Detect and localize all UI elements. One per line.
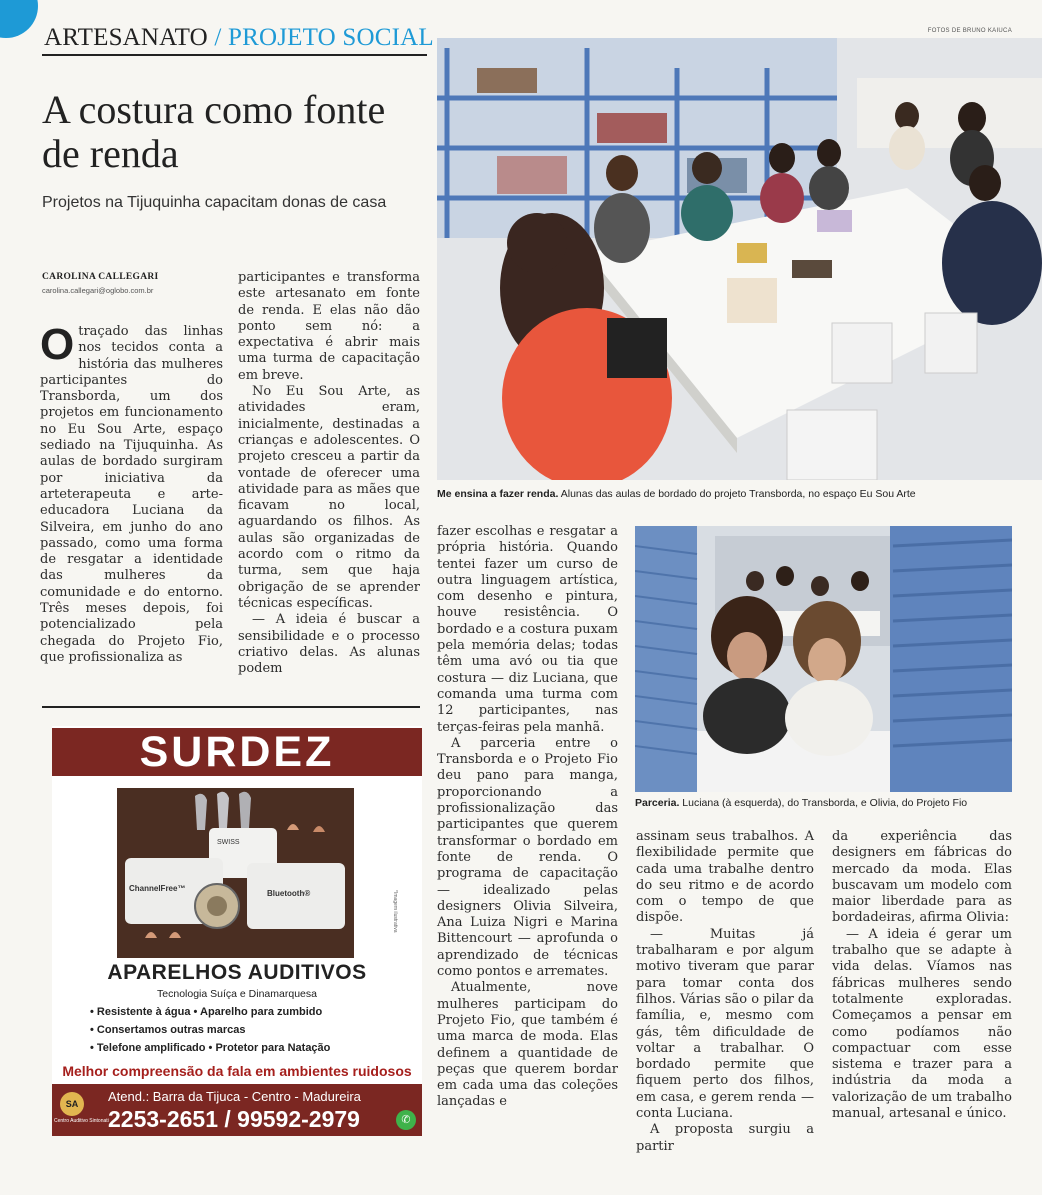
photo2-caption-text: Luciana (à esquerda), do Transborda, e Olivia, do Projeto Fio [679, 797, 968, 809]
paragraph: fazer escolhas e resgatar a própria história. Quando tentei fazer um curso de outra linguagem artística, com desenho e pintura, houve resistência. O bordado e a costura puxam pela memória delas; todas têm uma avó ou tia que costura — diz Luciana, que comanda uma turma com 12 participantes, nas terças-feiras pela manhã. [437, 524, 618, 735]
ad-bluetooth-label: Bluetooth® [267, 889, 311, 898]
partners-photo [635, 526, 1012, 792]
ad-locations: Atend.: Barra da Tijuca - Centro - Madureira [108, 1089, 361, 1104]
classroom-photo [437, 38, 1042, 480]
whatsapp-icon: ✆ [396, 1110, 416, 1130]
paragraph: No Eu Sou Arte, as atividades eram, inicialmente, destinadas a crianças e adolescentes. O projeto cresceu a partir da vontade de oferecer uma atividade para as mães que ficavam no local, aguardando os filhos. As aulas são organizadas de acordo com o ritmo da turma, sem que haja obrigação de se aprender técnicas específicas. [238, 384, 420, 611]
photo2-caption-bold: Parceria. [635, 797, 680, 809]
article-column-1 [40, 320, 223, 666]
hearing-aid-ad[interactable] [52, 726, 422, 1136]
byline-email: carolina.callegari@oglobo.com.br [42, 286, 154, 295]
ad-channel-label: ChannelFree™ [129, 884, 186, 893]
photo1-caption-bold: Me ensina a fazer renda. [437, 488, 559, 500]
photo1-caption-text: Alunas das aulas de bordado do projeto Transborda, no espaço Eu Sou Arte [558, 488, 916, 500]
ad-side-note: *Imagem ilustrativa [392, 890, 398, 933]
dropcap: O [40, 320, 75, 369]
paragraph: assinam seus trabalhos. A flexibilidade permite que cada uma trabalhe dentro do seu ritmo e de acordo com o tempo de que dispõe. [636, 829, 814, 926]
article-column-2 [238, 270, 420, 677]
paragraph: — Muitas já trabalharam e por algum motivo tiveram que parar para tomar conta dos filhos. Várias são o pilar da família, e, mesmo com gás, têm dificuldade de voltar a trabalhar. O bordado permite que fiquem perto dos filhos, em casa, e gerem renda — conta Luciana. [636, 926, 814, 1122]
ad-heading: APARELHOS AUDITIVOS [107, 961, 367, 984]
ad-title: SURDEZ [139, 728, 335, 776]
paragraph: Atualmente, nove mulheres participam do Projeto Fio, que também é uma marca de moda. Elas definem a quantidade de peças que querem bordar em cada uma das coleções lançadas e [437, 980, 618, 1110]
ad-title-bar [52, 728, 422, 776]
paragraph: participantes e transforma este artesanato em fonte de renda. E elas não dão ponto sem nó: a expectativa é abrir mais uma turma de capacitação em breve. [238, 270, 420, 383]
photo-credit: FOTOS DE BRUNO KAIUCA [927, 28, 1012, 34]
paragraph: — A ideia é gerar um trabalho que se adapte à vida delas. Víamos nas fábricas mulheres sendo totalmente exploradas. Começamos a pensar em como podíamos não compactuar com esse sistema e trazer para a indústria da moda a valorização de um trabalho manual, artesanal e único. [832, 926, 1012, 1122]
photo1-caption [437, 488, 916, 500]
section-separator: / [214, 24, 222, 51]
paragraph: — A ideia é buscar a sensibilidade e o processo criativo delas. As alunas podem [238, 612, 420, 677]
article-column-3 [437, 524, 618, 1111]
ad-slogan: Melhor compreensão da fala em ambientes ruidosos [62, 1063, 412, 1079]
ad-product-image [117, 788, 354, 958]
byline-name: CAROLINA CALLEGARI [42, 272, 159, 282]
section-main: ARTESANATO [44, 24, 208, 51]
photo2-caption [635, 797, 967, 809]
paragraph: traçado das linhas nos tecidos conta a história das mulheres participantes do Transborda, um dos projetos em funcionamento no Eu Sou Arte, espaço sediado na Tijuquinha. As aulas de bordado surgiram por iniciativa da arteterapeuta e arte-educadora Luciana da Silveira, em junho do ano passado, como uma forma de resgatar a identidade das mulheres da comunidade e do entorno. Três meses depois, foi potencializado pela chegada do Projeto Fio, que profissionaliza as [40, 324, 223, 665]
hearing-aid-products-illustration [117, 788, 354, 958]
ad-logo: SA [60, 1092, 84, 1116]
section-rule [42, 54, 427, 56]
ad-phones[interactable]: 2253-2651 / 99592-2979 [108, 1106, 360, 1132]
ad-bullet: • Consertamos outras marcas [90, 1024, 246, 1036]
ad-logo-text: Centro Auditivo Sintonati [54, 1118, 109, 1124]
paragraph: da experiência das designers em fábricas do mercado da moda. Elas buscavam um modelo com maior liberdade para as bordadeiras, afirma Olivia: [832, 829, 1012, 926]
headline: A costura como fonte de renda [42, 87, 386, 176]
paragraph: A parceria entre o Transborda e o Projeto Fio deu pano para manga, proporcionando a profissionalização das participantes que querem transformar o bordado em fonte de renda. O programa de capacitação — idealizado pelas designers Olivia Silveira, Ana Luiza Nigri e Marina Bittencourt — aprofunda o aprendizado de técnicas como pontos e arremates. [437, 735, 618, 980]
article-column-4 [636, 829, 814, 1155]
ad-bullet: • Resistente à água • Aparelho para zumbido [90, 1006, 323, 1018]
article-column-5 [832, 829, 1012, 1122]
section-sub: PROJETO SOCIAL [228, 24, 434, 51]
paragraph: A proposta surgiu a partir [636, 1122, 814, 1154]
ad-bullet: • Telefone amplificado • Protetor para Natação [90, 1042, 331, 1054]
section-label [44, 24, 434, 52]
partners-photo-illustration [635, 526, 1012, 792]
ad-subheading: Tecnologia Suíça e Dinamarquesa [157, 988, 317, 1000]
ad-contact-bar [52, 1084, 422, 1136]
subhead: Projetos na Tijuquinha capacitam donas de casa [42, 194, 387, 211]
corner-accent [0, 0, 38, 38]
classroom-photo-illustration [437, 38, 1042, 480]
ad-rule [42, 706, 420, 708]
ad-brand-label: SWISS [217, 839, 240, 846]
